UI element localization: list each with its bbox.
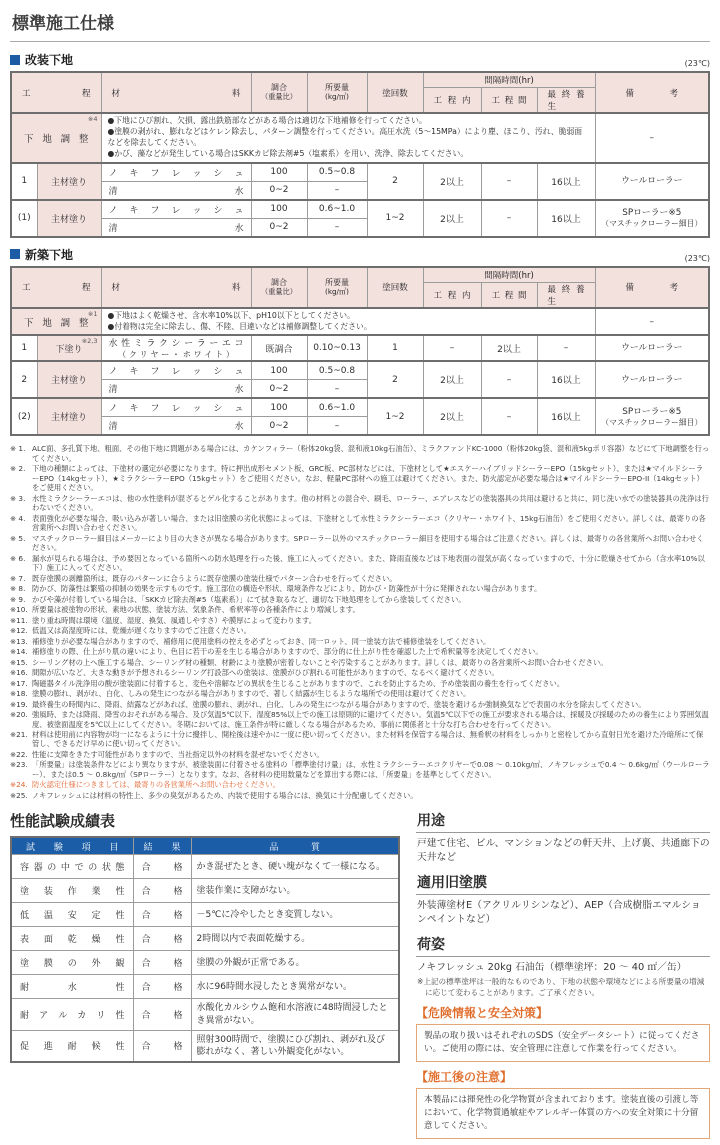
section-header-shinchiku bbox=[10, 246, 710, 263]
perf-header-quality: 品 質 bbox=[191, 837, 399, 855]
cell-interval-final: 16以上 bbox=[537, 398, 595, 435]
prep-instructions: ●下地はよく乾燥させ、含水率10%以下、pH10以下としてください。 ●付着物は完全に除去し、傷、不陸、目違いなどは補修調整してください。 bbox=[101, 308, 595, 336]
cell-material: 水 性 ミ ラ ク シ ー ラ ー エ コ （ ク リ ヤ ー ・ ホ ワ イ ト ） bbox=[101, 335, 251, 361]
perf-row: 促 進 耐 候 性 合 格 照射300時間で、塗膜にひび割れ、剥がれ及び膨れがなく、著しい外観変化がない。 bbox=[11, 1030, 399, 1062]
footnote: ※18. 塗膜の膨れ、剥がれ、白化、しみの発生につながる場合がありますので、著しく結露が生じるような場所での使用は避けてください。 bbox=[10, 689, 471, 699]
cell-material: ノ キ フ レ ッ シ ュ bbox=[101, 398, 251, 417]
after-care-heading: 【施工後の注意】 bbox=[416, 1069, 513, 1084]
old-film-text: 外装薄塗材E（アクリルリシンなど）、AEP（合成樹脂エマルションペイントなど） bbox=[417, 900, 701, 926]
table-row bbox=[11, 398, 709, 417]
cell-remarks: ウールローラー bbox=[595, 163, 709, 200]
cell-amount: 0.5~0.8 bbox=[307, 163, 367, 182]
after-care-box: 本製品には揮発性の化学物質が含まれております。塗装直後の引渡し等において、化学物質過敏症やアレルギー体質の方への安全対策に十分留意してください。 bbox=[416, 1088, 710, 1139]
cell-interval-within: – bbox=[423, 335, 481, 361]
cell-interval-between: – bbox=[481, 163, 537, 200]
note-ref: ※2,3 bbox=[81, 337, 98, 346]
perf-row: 耐 ア ル カ リ 性 合 格 水酸化カルシウム飽和水溶液に48時間浸したとき異常がない。 bbox=[11, 999, 399, 1030]
cell-step-name: ※2,3 下塗り bbox=[37, 335, 101, 361]
cell-step-name: 主材塗り bbox=[37, 361, 101, 398]
temp-label-kaiso: (23℃) bbox=[684, 59, 710, 68]
bottom-area bbox=[10, 810, 710, 1144]
cell-interval-within: 2以上 bbox=[423, 361, 481, 398]
table-row bbox=[11, 335, 709, 361]
cell-interval-within: 2以上 bbox=[423, 398, 481, 435]
table-row bbox=[11, 163, 709, 182]
perf-row: 表 面 乾 燥 性 合 格 2時間以内で表面乾燥する。 bbox=[11, 927, 399, 951]
header-interval-final: 最 終 養 生 bbox=[537, 282, 595, 308]
packaging-heading: 荷姿 bbox=[416, 934, 710, 957]
footnote: ※ 9. かびや藻が付着している場合は、「SKKカビ除去剤#5（塩素系）」にて拭き取るなど、適切な下地処理をしてから塗装してください。 bbox=[10, 594, 466, 604]
cell-coats: 2 bbox=[367, 163, 423, 200]
cell-step-no: 2 bbox=[11, 361, 37, 398]
header-remarks: 備 考 bbox=[595, 267, 709, 308]
cell-mix: 0~2 bbox=[251, 181, 307, 200]
cell-amount: 0.10~0.13 bbox=[307, 335, 367, 361]
spec-table-shinchiku bbox=[10, 266, 710, 437]
footnote: ※13. 補修塗りが必要な場合がありますので、補修用に使用塗料の控えを必ずとっておき、同一ロット、同一塗装方法で補修塗装をしてください。 bbox=[10, 636, 491, 646]
header-interval-final: 最 終 養 生 bbox=[537, 88, 595, 114]
cell-interval-final: 16以上 bbox=[537, 361, 595, 398]
footnote: ※14. 補修塗りの際、仕上がり肌の違いにより、色目に若干の差を生じる場合がありますので、部分的に仕上がり性を確認した上で希釈量等を決定してください。 bbox=[10, 647, 543, 657]
footnotes bbox=[10, 444, 710, 800]
temp-label-shinchiku: (23℃) bbox=[684, 253, 710, 263]
header-interval: 間隔時間(hr) bbox=[423, 267, 595, 283]
footnote: ※19. 最終養生の時間内に、降雨、結露などがあれば、塗膜の膨れ、剥がれ、白化、しみの発生につながる場合がありますので、塗装を避けるか強制換気などで表面の水分を除去してください。 bbox=[10, 699, 646, 709]
prep-remarks: – bbox=[595, 308, 709, 336]
footnote: ※21. 材料は使用前に内容物が均一になるように十分に攪拌し、開栓後は速やかに一度に使い切ってください。また材料を保管する場合は、無希釈の材料をしっかりと密栓してから直射日光を避けた冷暗所にて保管し、できるだけ早めに使い切ってください。 bbox=[10, 730, 704, 749]
header-interval-within: 工 程 内 bbox=[423, 88, 481, 114]
packaging-text: ノキフレッシュ 20kg 石油缶（標準塗坪：20 ～ 40 ㎡／缶） bbox=[417, 962, 687, 974]
prep-instructions: ●下地にひび割れ、欠損、露出鉄筋部などがある場合は適切な下地補修を行ってください。 ●塗膜の剥がれ、膨れなどはケレン除去し、パターン調整を行ってください。高圧水洗（5～15MPa）により塵、ほこり、汚れ、脆弱面などを除去してください。 ●かび、藻などが発生している場合はSKKカビ除去剤#5（塩素系）を用い、洗浄、除去してください。 bbox=[101, 113, 595, 163]
cell-mix: 既調合 bbox=[251, 335, 307, 361]
footnote: ※15. シーリング材の上へ施工する場合、シーリング材の種類、材齢により塗膜が密着しないことや汚染することがあります。詳しくは、最寄りの各営業所へお問い合わせください。 bbox=[10, 657, 608, 667]
cell-interval-final: – bbox=[537, 335, 595, 361]
performance-section bbox=[10, 810, 400, 1144]
cell-material: 清 水 bbox=[101, 181, 251, 200]
table-row bbox=[11, 200, 709, 219]
perf-row: 塗 膜 の 外 観 合 格 塗膜の外観が正常である。 bbox=[11, 951, 399, 975]
perf-row: 耐 水 性 合 格 水に96時間水浸したとき異常がない。 bbox=[11, 975, 399, 999]
section-header-kaiso bbox=[10, 51, 710, 68]
performance-title: 性能試験成績表 bbox=[10, 812, 116, 831]
section-square-icon bbox=[10, 55, 20, 65]
cell-material: ノ キ フ レ ッ シ ュ bbox=[101, 361, 251, 380]
cell-remarks: ウールローラー bbox=[595, 335, 709, 361]
spec-table-kaiso bbox=[10, 71, 710, 238]
cell-interval-between: – bbox=[481, 398, 537, 435]
header-amount: 所要量 (kg/㎡) bbox=[307, 72, 367, 113]
cell-amount: – bbox=[307, 218, 367, 237]
footnote: ※ 5. マスチックローラー細目はメーカーにより目の大きさが異なる場合があります。SPローラー以外のマスチックローラー細目を使用する場合はご注意ください。詳しくは、最寄りの各営業所へお問い合わせください。 bbox=[10, 533, 704, 553]
cell-material: 清 水 bbox=[101, 218, 251, 237]
perf-header-item: 試 験 項 目 bbox=[11, 837, 133, 855]
footnote: ※ 8. 防かび、防藻性は繁殖の抑制の効果を示すものです。施工部位の構造や形状、環境条件などにより、防かび・防藻性が十分に発揮されない場合があります。 bbox=[10, 584, 542, 594]
footnote: ※12. 低温又は高湿度時には、乾燥が遅くなりますのでご注意ください。 bbox=[10, 626, 251, 636]
cell-mix: 100 bbox=[251, 398, 307, 417]
cell-material: 清 水 bbox=[101, 380, 251, 399]
footnote: ※25. ノキフレッシュには材料の特性上、多少の臭気があるため、内装で使用する場合には、換気に十分配慮してください。 bbox=[10, 790, 418, 800]
header-interval-between: 工 程 間 bbox=[481, 282, 537, 308]
perf-row: 塗 装 作 業 性 合 格 塗装作業に支障がない。 bbox=[11, 879, 399, 903]
usage-text: 戸建て住宅、ビル、マンションなどの軒天井、上げ裏、共通廊下の天井など bbox=[417, 838, 710, 864]
cell-coats: 2 bbox=[367, 361, 423, 398]
footnote: ※23. 「所要量」は塗装条件などにより異なりますが、被塗装面に付着させる塗料の「標準塗付け量」は、水性ミラクシーラーエコクリヤーで0.08 ～ 0.10kg/㎡、ノキフレッシュで0.4 ～ 0.6kg/㎡（ウールローラー）、または0.5 ～ 0.8kg/㎡（SPローラー）となります。なお、各材料の使用数量などを算出する際には、「所要量」を基準としてください。 bbox=[10, 760, 710, 779]
header-interval-within: 工 程 内 bbox=[423, 282, 481, 308]
cell-step-no: (1) bbox=[11, 200, 37, 237]
header-material: 材 料 bbox=[101, 267, 251, 308]
header-mix: 調合 （重量比） bbox=[251, 267, 307, 308]
cell-step-no: 1 bbox=[11, 335, 37, 361]
cell-amount: – bbox=[307, 380, 367, 399]
cell-amount: 0.6~1.0 bbox=[307, 200, 367, 219]
footnote: ※17. 陶磁器タイル洗浄用の酸が塗装面に付着すると、変色や溶解などの異状を生じることがありますので、これを防止するため、予め塗装面の養生を行ってください。 bbox=[10, 678, 565, 688]
cell-step-no: (2) bbox=[11, 398, 37, 435]
cell-interval-within: 2以上 bbox=[423, 200, 481, 237]
prep-label-cell: ※4 下 地 調 整 bbox=[11, 113, 101, 163]
cell-mix: 0~2 bbox=[251, 218, 307, 237]
cell-remarks: SPローラー※5 （マスチックローラー細目） bbox=[595, 398, 709, 435]
page-title: 標準施工仕様 bbox=[10, 6, 710, 42]
header-process: 工 程 bbox=[11, 267, 101, 308]
footnote: ※22. 性能に支障をきたす可能性がありますので、当社指定以外の材料を混ぜないでください。 bbox=[10, 749, 324, 759]
perf-row: 容 器 の 中 で の 状 態 合 格 かき混ぜたとき、硬い塊がなくて一様になる。 bbox=[11, 855, 399, 879]
cell-coats: 1~2 bbox=[367, 200, 423, 237]
header-interval: 間隔時間(hr) bbox=[423, 72, 595, 88]
cell-coats: 1 bbox=[367, 335, 423, 361]
cell-mix: 0~2 bbox=[251, 380, 307, 399]
cell-mix: 0~2 bbox=[251, 417, 307, 436]
footnote: ※ 3. 水性ミラクシーラーエコは、他の水性塗料が混ざるとゲル化することがあります。他の材料との混合や、刷毛、ローラー、エアレスなどの塗装器具の共用は避けると共に、同じ洗い水での塗装器具の洗浄は行わないでください。 bbox=[10, 493, 709, 513]
cell-step-no: 1 bbox=[11, 163, 37, 200]
cell-interval-between: 2以上 bbox=[481, 335, 537, 361]
cell-amount: – bbox=[307, 417, 367, 436]
footnote: ※ 6. 漏水が見られる場合は、予め要因となっている箇所への防水処理を行った後、施工に入ってください。また、降雨直後などは下地表面の湿気が高くなっていますので、十分に乾燥させてから（含水率10%以下）施工に入ってください。 bbox=[10, 553, 705, 573]
cell-interval-between: – bbox=[481, 200, 537, 237]
note-ref: ※1 bbox=[87, 309, 98, 318]
header-material: 材 料 bbox=[101, 72, 251, 113]
header-coats: 塗回数 bbox=[367, 267, 423, 308]
perf-header-result: 結 果 bbox=[133, 837, 191, 855]
footnote: ※16. 間隙が広いなど、大きな動きが予想されるシーリング打設部への塗装は、塗膜がひび割れる可能性がありますので、なるべく避けてください。 bbox=[10, 668, 499, 678]
footnote: ※20. 強風時、または降雨、降雪のおそれがある場合、及び気温5℃以下、湿度85%以上での施工は原則的に避けてください。気温5℃以下での施工が要求される場合は、採暖及び採暖のための養生により雰囲気温度、被塗面温度を5℃以上にしてください。冬期においては、施工条件が特に厳しくなる場合があるため、事前に関係者と十分な打ち合わせを行ってください。 bbox=[10, 710, 709, 729]
header-coats: 塗回数 bbox=[367, 72, 423, 113]
footnote: ※11. 塗り重ね時間は環境（温度、湿度、換気、風通しやすさ）や膜厚によって変わります。 bbox=[10, 615, 316, 625]
footnote: ※ 2. 下地の種類によっては、下塗材の選定が必要になります。特に押出成形セメント板、GRC板、PC部材などには、下塗材として★エスケーハイブリッドシーラーEPO（15kgセット）、または★マイルドシーラーEPO（14kgセット）、★ミラクシーラーEPO（15kgセット）をご使用ください。なお、軽量PC部材への施工は避けてください。また、防火認定が必要な場合は★マイルドシーラーEPO-II（14kgセット）をご使用ください。 bbox=[10, 464, 704, 493]
packaging-note: ※上記の標準塗坪は一般的なものであり、下地の状態や環境などによる所要量の増減に応じて変わることがあります。ご了承ください。 bbox=[417, 976, 705, 997]
performance-table bbox=[10, 836, 400, 1063]
cell-interval-within: 2以上 bbox=[423, 163, 481, 200]
cell-interval-final: 16以上 bbox=[537, 163, 595, 200]
hazard-heading: 【危険情報と安全対策】 bbox=[416, 1006, 549, 1021]
cell-remarks: SPローラー※5 （マスチックローラー細目） bbox=[595, 200, 709, 237]
cell-mix: 100 bbox=[251, 200, 307, 219]
cell-amount: 0.5~0.8 bbox=[307, 361, 367, 380]
cell-material: ノ キ フ レ ッ シ ュ bbox=[101, 200, 251, 219]
header-amount: 所要量 (kg/㎡) bbox=[307, 267, 367, 308]
cell-mix: 100 bbox=[251, 361, 307, 380]
note-ref: ※4 bbox=[87, 115, 98, 123]
hazard-box: 製品の取り扱いはそれぞれのSDS（安全データシート）に従ってください。ご使用の際には、安全管理に注意して作業を行ってください。 bbox=[416, 1024, 710, 1062]
cell-step-name: 主材塗り bbox=[37, 163, 101, 200]
perf-row: 低 温 安 定 性 合 格 －5℃に冷やしたとき変質しない。 bbox=[11, 903, 399, 927]
cell-coats: 1~2 bbox=[367, 398, 423, 435]
footnote: ※10. 所要量は被塗物の形状、素地の状態、塗装方法、気象条件、希釈率等の各種条件により増減します。 bbox=[10, 605, 360, 615]
header-interval-between: 工 程 間 bbox=[481, 88, 537, 114]
header-process: 工 程 bbox=[11, 72, 101, 113]
table-row bbox=[11, 361, 709, 380]
section-square-icon bbox=[10, 249, 20, 259]
footnote: ※ 7. 既存塗膜の剥離箇所は、既存のパターンに合うように既存塗膜の塗装仕様でパターン合わせを行ってください。 bbox=[10, 573, 397, 583]
old-film-heading: 適用旧塗膜 bbox=[416, 872, 710, 895]
cell-mix: 100 bbox=[251, 163, 307, 182]
header-mix: 調合 （重量比） bbox=[251, 72, 307, 113]
prep-label-cell: ※1 下 地 調 整 bbox=[11, 308, 101, 336]
section-title-shinchiku: 新築下地 bbox=[25, 247, 74, 262]
cell-material: 清 水 bbox=[101, 417, 251, 436]
section-title-kaiso: 改装下地 bbox=[25, 53, 74, 67]
footnote-fire-cert: ※24. 防火認定仕様につきましては、最寄りの各営業所へお問い合わせください。 bbox=[10, 780, 280, 790]
cell-step-name: 主材塗り bbox=[37, 398, 101, 435]
cell-interval-final: 16以上 bbox=[537, 200, 595, 237]
cell-remarks: ウールローラー bbox=[595, 361, 709, 398]
cell-material: ノ キ フ レ ッ シ ュ bbox=[101, 163, 251, 182]
header-remarks: 備 考 bbox=[595, 72, 709, 113]
footnote: ※ 1. ALC面、多孔質下地、粗面、その他下地に問題がある場合には、カケンフィラー（粉体20kg袋、混和液10kg石油缶）、ミラクファンドKC-1000（粉体20kg袋、混和液5kgポリ容器）などにて下地調整を行ってください。 bbox=[10, 444, 710, 463]
info-column bbox=[416, 810, 710, 1144]
usage-heading: 用途 bbox=[416, 810, 710, 833]
cell-amount: – bbox=[307, 181, 367, 200]
cell-amount: 0.6~1.0 bbox=[307, 398, 367, 417]
prep-remarks: – bbox=[595, 113, 709, 163]
cell-step-name: 主材塗り bbox=[37, 200, 101, 237]
cell-interval-between: – bbox=[481, 361, 537, 398]
footnote: ※ 4. 表面強化が必要な場合、吸い込みが著しい場合、または旧塗膜の劣化状態によっては、下塗材として水性ミラクシーラーエコ（クリヤー・ホワイト、15kg石油缶）をご使用ください。詳しくは、最寄りの各営業所へお問い合わせください。 bbox=[10, 513, 706, 533]
